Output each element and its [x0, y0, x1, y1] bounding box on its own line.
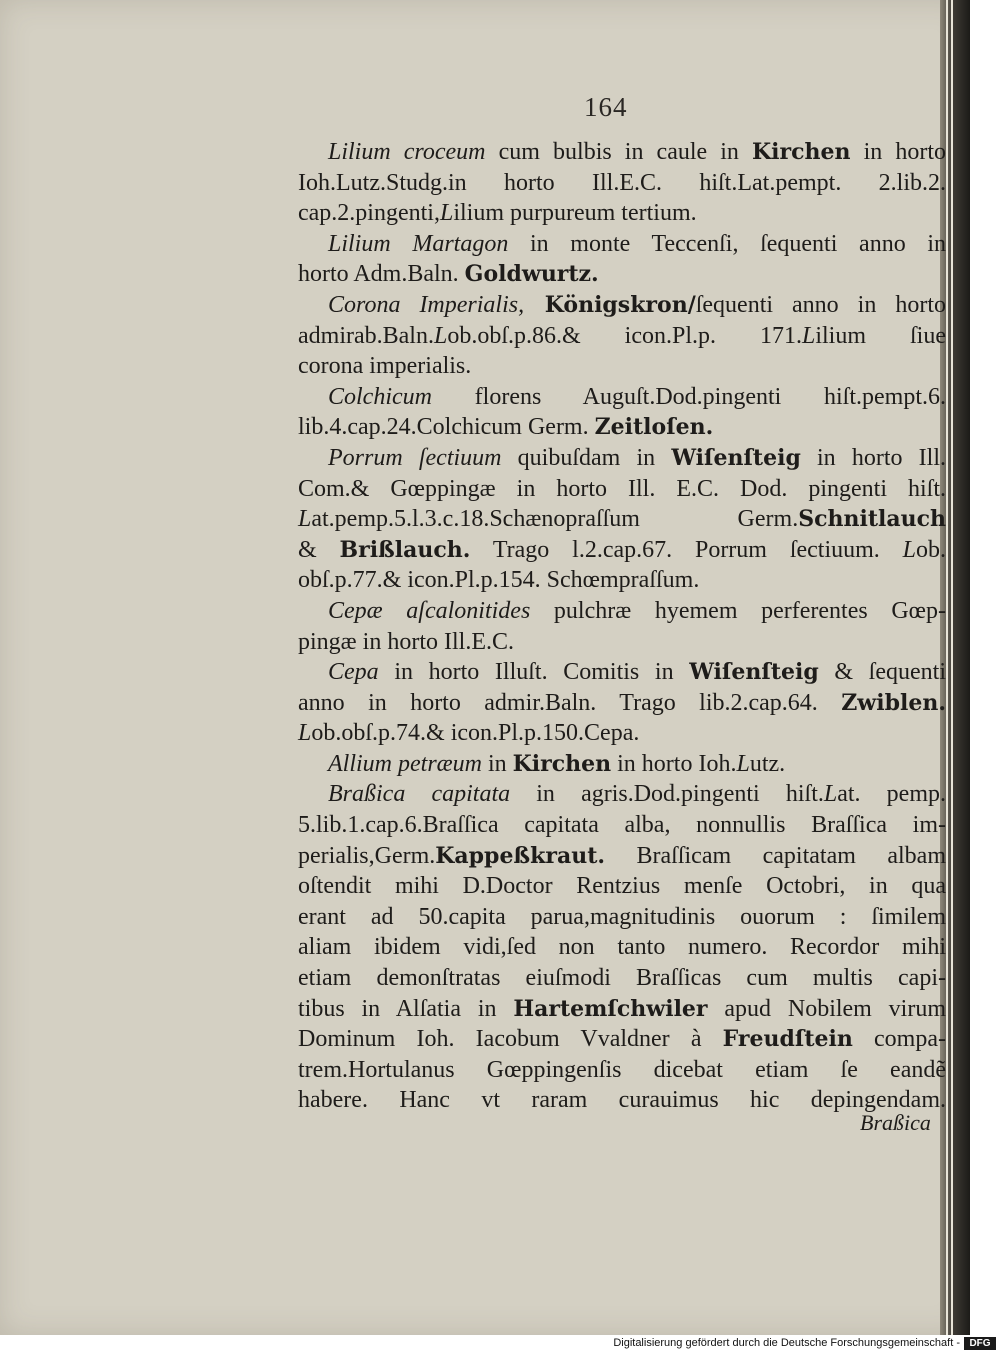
- text-line: perialis,Germ.Kappeßkraut. Braſſicam capitatam albam: [298, 842, 946, 869]
- text-line: Allium petræum in Kirchen in horto Ioh.Lutz.: [328, 750, 786, 777]
- text-line: Dominum Ioh. Iacobum Vvaldner à Freudſtein compa-: [298, 1026, 946, 1053]
- text-line: Cepa in horto Illuſt. Comitis in Wiſenſteig & ſequenti: [328, 659, 946, 686]
- page-number: 164: [584, 92, 628, 122]
- dfg-logo-icon: DFG: [964, 1337, 996, 1350]
- text-line: horto Adm.Baln. Goldwurtz.: [298, 261, 599, 288]
- text-line: Braßica capitata in agris.Dod.pingenti hiſt.Lat. pemp.: [328, 781, 946, 808]
- text-line: Lilium croceum cum bulbis in caule in Kirchen in horto: [328, 139, 946, 165]
- text-line: Porrum ſectiuum quibuſdam in Wiſenſteig in horto Ill.: [328, 444, 946, 471]
- text-line: Colchicum florens Auguſt.Dod.pingenti hiſt.pempt.6.: [328, 383, 946, 410]
- text-line: lib.4.cap.24.Colchicum Germ. Zeitloſen.: [298, 414, 714, 441]
- catchword: Braßica: [860, 1110, 931, 1135]
- text-line: pingæ in horto Ill.E.C.: [298, 628, 514, 655]
- text-line: anno in horto admir.Baln. Trago lib.2.cap.64. Zwiblen.: [298, 689, 946, 716]
- text-line: aliam ibidem vidi,ſed non tanto numero. Recordor mihi: [298, 934, 946, 961]
- text-line: habere. Hanc vt raram curauimus hic depingendam.: [298, 1087, 946, 1114]
- gutter-sheet-edge: [951, 0, 953, 1335]
- text-line: corona imperialis.: [298, 353, 472, 380]
- footer-bar: [0, 1335, 1000, 1353]
- text-line: obſ.p.77.& icon.Pl.p.154. Schœmpraſſum.: [298, 567, 700, 594]
- text-line: Com.& Gœppingæ in horto Ill. E.C. Dod. pingenti hiſt.: [298, 475, 946, 502]
- text-line: Corona Imperialis, Königskron/ſequenti anno in horto: [328, 291, 946, 318]
- text-block: [298, 137, 946, 1116]
- text-line: admirab.Baln.Lob.obſ.p.86.& icon.Pl.p. 171.Lilium ſiue: [298, 322, 946, 349]
- funding-credit: Digitalisierung gefördert durch die Deutsche Forschungsgemeinschaft -: [613, 1337, 960, 1349]
- text-line: Lilium Martagon in monte Teccenſi, ſequenti anno in: [328, 230, 947, 257]
- text-line: etiam demonſtratas eiuſmodi Braſſicas cum multis capi-: [298, 965, 946, 992]
- text-line: Lat.pemp.5.l.3.c.18.Schænopraſſum Germ.Schnitlauch: [298, 506, 946, 533]
- text-line: erant ad 50.capita parua,magnitudinis ouorum : ſimilem: [298, 903, 946, 930]
- text-line: Cepæ aſcalonitides pulchræ hyemem perferentes Gœp-: [328, 597, 946, 624]
- text-line: oſtendit mihi D.Doctor Rentzius menſe Octobri, in qua: [298, 873, 946, 900]
- text-line: Ioh.Lutz.Studg.in horto Ill.E.C. hiſt.Lat.pempt. 2.lib.2.: [298, 169, 946, 196]
- text-line: 5.lib.1.cap.6.Braſſica capitata alba, nonnullis Braſſica im-: [298, 812, 946, 839]
- text-line: Lob.obſ.p.74.& icon.Pl.p.150.Cepa.: [298, 720, 640, 747]
- text-line: trem.Hortulanus Gœppingenſis dicebat etiam ſe eandẽ: [298, 1056, 946, 1083]
- text-line: & Brißlauch. Trago l.2.cap.67. Porrum ſectiuum. Lob.: [298, 536, 946, 563]
- text-line: tibus in Alſatia in Hartemſchwiler apud Nobilem virum: [298, 995, 947, 1022]
- gutter-sheet-edge: [946, 0, 948, 1335]
- text-line: cap.2.pingenti,Lilium purpureum tertium.: [298, 200, 697, 227]
